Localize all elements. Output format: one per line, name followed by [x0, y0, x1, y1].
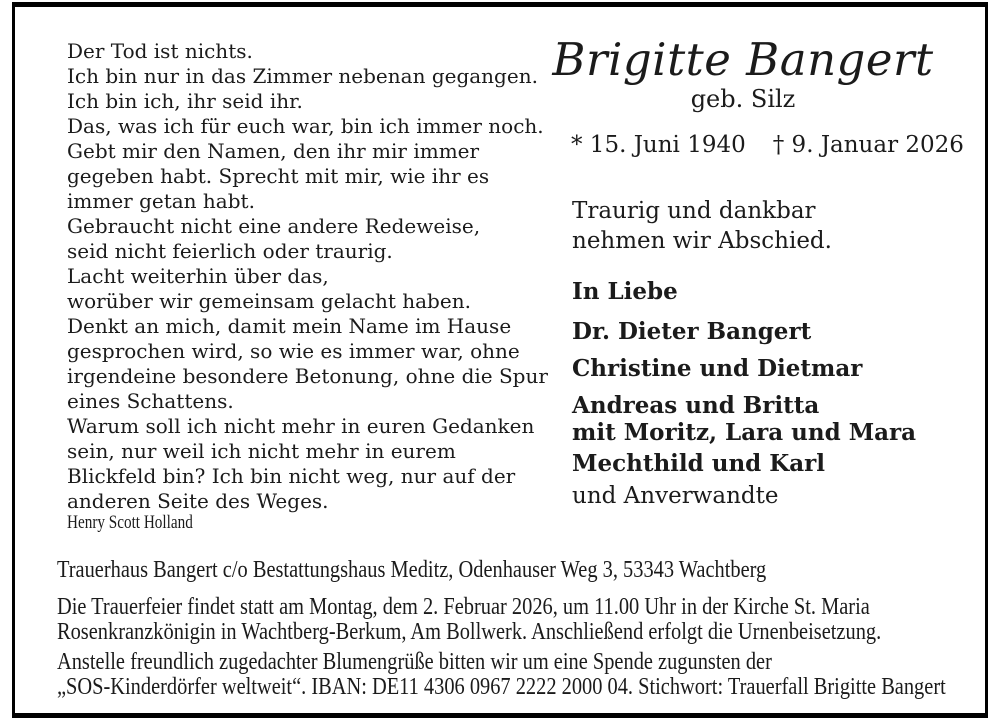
poem-line: anderen Seite des Weges. — [67, 489, 329, 513]
poem-line: Ich bin ich, ihr seid ihr. — [67, 89, 303, 113]
mourner-name: Mechthild und Karl — [572, 450, 826, 477]
poem-attribution: Henry Scott Holland — [67, 512, 193, 533]
deceased-name: Brigitte Bangert — [552, 33, 934, 86]
poem-line: Denkt an mich, damit mein Name im Hause — [67, 314, 512, 338]
maiden-name: geb. Silz — [690, 85, 796, 113]
poem-line: gegeben habt. Sprecht mit mir, wie ihr es — [67, 164, 490, 188]
poem-line: Ich bin nur in das Zimmer nebenan gegangen. — [67, 64, 538, 88]
poem-line: Blickfeld bin? Ich bin nicht weg, nur auf der — [67, 464, 516, 488]
poem-line: Lacht weiterhin über das, — [67, 264, 329, 288]
funeral-home-address: Trauerhaus Bangert c/o Bestattungshaus Meditz, Odenhauser Weg 3, 53343 Wachtberg — [57, 557, 767, 583]
poem-line: Warum soll ich nicht mehr in euren Gedanken — [67, 414, 535, 438]
service-info-line: Rosenkranzkönigin in Wachtberg-Berkum, Am Bollwerk. Anschließend erfolgt die Urnenbeisetzung. — [57, 618, 882, 645]
birth-date: * 15. Juni 1940 — [571, 132, 746, 158]
life-dates — [571, 132, 964, 158]
donation-info-line: „SOS-Kinderdörfer weltweit“. IBAN: DE11 4306 0967 2222 2000 04. Stichwort: Trauerfall Brigitte Bangert — [57, 673, 946, 700]
poem-text — [67, 39, 548, 514]
service-info — [57, 595, 881, 644]
poem-line: Gebraucht nicht eine andere Redeweise, — [67, 214, 481, 238]
poem-line: seid nicht feierlich oder traurig. — [67, 239, 393, 263]
death-date: † 9. Januar 2026 — [772, 132, 964, 158]
mourner-name: Christine und Dietmar — [572, 355, 863, 382]
mourner-name: Dr. Dieter Bangert — [572, 318, 812, 345]
mourner-name-line: Andreas und Britta — [572, 392, 820, 419]
donation-info-line: Anstelle freundlich zugedachter Blumengrüße bitten wir um eine Spende zugunsten der — [57, 649, 772, 675]
border-frame — [12, 2, 988, 718]
poem-line: worüber wir gemeinsam gelacht haben. — [67, 289, 471, 313]
farewell-line: nehmen wir Abschied. — [572, 227, 832, 254]
mourner-name — [572, 392, 916, 446]
poem-line: irgendeine besondere Betonung, ohne die Spur — [67, 364, 548, 388]
donation-info — [57, 650, 946, 699]
farewell-text — [572, 197, 832, 256]
service-info-line: Die Trauerfeier findet statt am Montag, dem 2. Februar 2026, um 11.00 Uhr in der Kirche St. Maria — [57, 594, 870, 620]
closing-phrase: In Liebe — [572, 278, 678, 305]
poem-line: eines Schattens. — [67, 389, 234, 413]
mourner-name-line: mit Moritz, Lara und Mara — [572, 419, 917, 446]
poem-line: Das, was ich für euch war, bin ich immer noch. — [67, 114, 544, 138]
relatives-note: und Anverwandte — [572, 483, 779, 509]
poem-line: Der Tod ist nichts. — [67, 39, 253, 63]
poem-line: gesprochen wird, so wie es immer war, ohne — [67, 339, 520, 363]
poem-line: Gebt mir den Namen, den ihr mir immer — [67, 139, 480, 163]
farewell-line: Traurig und dankbar — [572, 198, 816, 224]
poem-line: immer getan habt. — [67, 189, 255, 213]
poem-line: sein, nur weil ich nicht mehr in eurem — [67, 439, 456, 463]
